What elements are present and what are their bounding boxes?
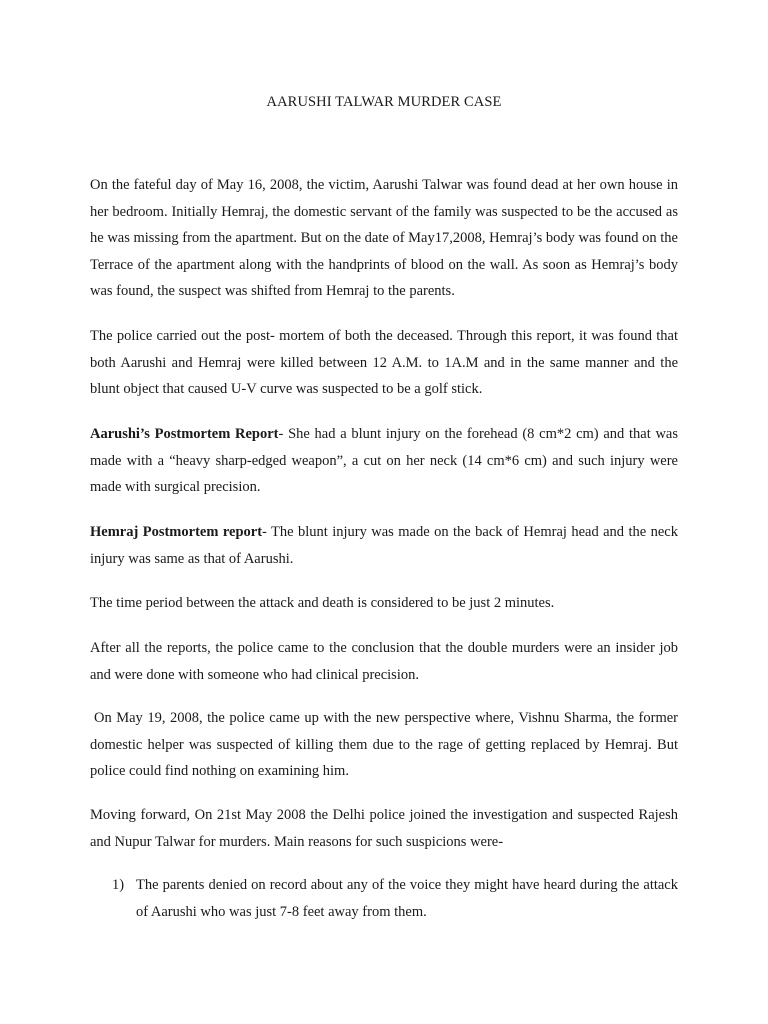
list-item — [112, 872, 678, 925]
list-item-number: 1) — [112, 877, 125, 893]
paragraph-vishnu-sharma-text: On May 19, 2008, the police came up with the new perspective where, Vishnu Sharma, the former domestic helper was suspected of killing them due to the rage of getting replaced by Hemraj. But police could find nothing on examining him. — [90, 710, 678, 780]
paragraph-vishnu-sharma — [90, 705, 678, 785]
paragraph-aarushi-postmortem — [90, 421, 678, 501]
paragraph-conclusion — [90, 635, 678, 688]
document-title: AARUSHI TALWAR MURDER CASE — [266, 94, 502, 110]
paragraph-hemraj-postmortem — [90, 519, 678, 572]
list-item-text: The parents denied on record about any of the voice they might have heard during the attack of Aarushi who was just 7-8 feet away from them. — [136, 877, 678, 920]
hemraj-postmortem-heading: Hemraj Postmortem report — [90, 524, 263, 540]
paragraph-2 — [90, 323, 678, 403]
paragraph-delhi-police — [90, 802, 678, 855]
aarushi-postmortem-heading: Aarushi’s Postmortem Report — [90, 426, 279, 442]
aarushi-postmortem-text: - She had a blunt injury on the forehead (8 cm*2 cm) and that was made with a “heavy sharp-edged weapon”, a cut on her neck (14 cm*6 cm) and such injury were made with surgical precision. — [90, 426, 679, 496]
paragraph-2-text: The police carried out the post- mortem of both the deceased. Through this report, it was found that both Aarushi and Hemraj were killed between 12 A.M. to 1A.M and in the same manner and the blunt object that caused U-V curve was suspected to be a golf stick. — [90, 328, 678, 398]
paragraph-delhi-police-text: Moving forward, On 21st May 2008 the Delhi police joined the investigation and suspected Rajesh and Nupur Talwar for murders. Main reasons for such suspicions were- — [90, 807, 678, 850]
paragraph-conclusion-text: After all the reports, the police came to the conclusion that the double murders were an insider job and were done with someone who had clinical precision. — [90, 640, 678, 683]
paragraph-1 — [90, 172, 678, 305]
paragraph-1-text: On the fateful day of May 16, 2008, the victim, Aarushi Talwar was found dead at her own house in her bedroom. Initially Hemraj, the domestic servant of the family was suspected to be the accused as he was missing from the apartment. But on the date of May17,2008, Hemraj’s body was found on the Terrace of the apartment along with the handprints of blood on the wall. As soon as Hemraj’s body was found, the suspect was shifted from Hemraj to the parents. — [90, 177, 678, 300]
hemraj-postmortem-text: - The blunt injury was made on the back of Hemraj head and the neck injury was same as that of Aarushi. — [90, 524, 678, 567]
paragraph-time-period — [90, 590, 678, 617]
paragraph-time-period-text: The time period between the attack and death is considered to be just 2 minutes. — [90, 595, 555, 611]
